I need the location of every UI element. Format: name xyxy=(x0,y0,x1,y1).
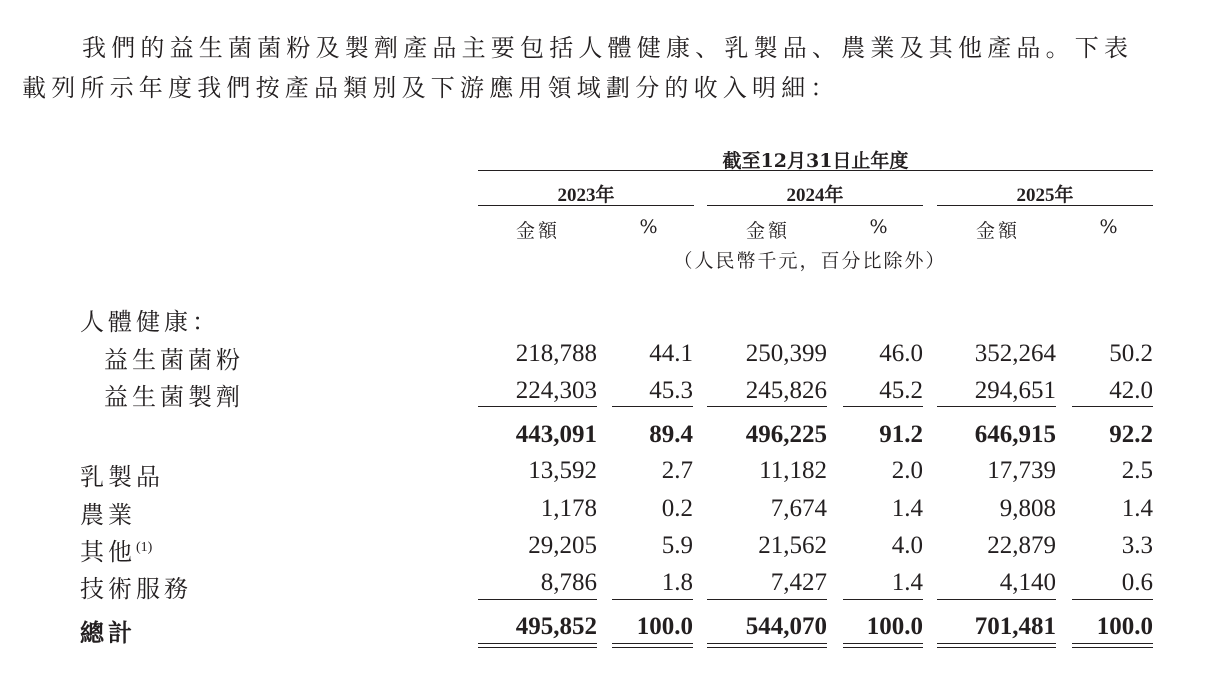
subtotal-rule xyxy=(843,406,923,407)
pct-header-2024: % xyxy=(869,216,891,238)
total-rule xyxy=(937,599,1056,600)
cell-amount-2024: 7,427 xyxy=(770,569,827,596)
cell-pct-2024: 1.4 xyxy=(891,495,923,522)
amount-header-2025: 金額 xyxy=(975,220,1020,242)
double-rule xyxy=(843,643,923,648)
cell-pct-2023: 89.4 xyxy=(649,421,693,448)
row-label: 乳製品 xyxy=(80,463,164,491)
cell-amount-2023: 8,786 xyxy=(540,569,597,596)
intro-paragraph xyxy=(22,28,1202,108)
double-rule xyxy=(612,643,693,648)
cell-amount-2023: 224,303 xyxy=(515,377,597,404)
cell-amount-2023: 13,592 xyxy=(528,457,597,484)
year-rule-2023 xyxy=(478,205,694,206)
row-label-text: 其他 xyxy=(80,538,136,566)
cell-pct-2024: 2.0 xyxy=(891,457,923,484)
cell-pct-2023: 0.2 xyxy=(661,495,693,522)
cell-pct-2023: 1.8 xyxy=(661,569,693,596)
cell-amount-2025: 22,879 xyxy=(987,532,1056,559)
cell-pct-2025: 50.2 xyxy=(1109,340,1153,367)
total-rule xyxy=(707,599,827,600)
cell-pct-2024: 100.0 xyxy=(866,613,923,640)
cell-amount-2024: 250,399 xyxy=(745,340,827,367)
intro-line-2: 載列所示年度我們按產品類別及下游應用領域劃分的收入明細： xyxy=(22,74,840,102)
period-header-rule xyxy=(478,170,1153,171)
cell-amount-2024: 11,182 xyxy=(759,457,827,484)
cell-pct-2023: 100.0 xyxy=(636,613,693,640)
cell-amount-2024: 245,826 xyxy=(745,377,827,404)
row-label: 技術服務 xyxy=(80,575,192,603)
cell-pct-2025: 42.0 xyxy=(1109,377,1153,404)
cell-pct-2023: 2.7 xyxy=(661,457,693,484)
cell-pct-2023: 5.9 xyxy=(661,532,693,559)
cell-amount-2025: 646,915 xyxy=(974,421,1056,448)
unit-note: （人民幣千元，百分比除外） xyxy=(673,250,947,272)
year-rule-2025 xyxy=(937,205,1153,206)
year-header-2025: 2025年 xyxy=(1016,185,1074,206)
subtotal-rule xyxy=(612,406,693,407)
row-label: 農業 xyxy=(80,501,136,529)
cell-amount-2023: 443,091 xyxy=(515,421,597,448)
cell-amount-2024: 21,562 xyxy=(758,532,827,559)
cell-pct-2025: 0.6 xyxy=(1121,569,1153,596)
cell-pct-2024: 45.2 xyxy=(879,377,923,404)
cell-pct-2025: 1.4 xyxy=(1121,495,1153,522)
amount-header-2024: 金額 xyxy=(745,220,790,242)
cell-pct-2025: 3.3 xyxy=(1121,532,1153,559)
subtotal-rule xyxy=(707,406,827,407)
cell-pct-2023: 45.3 xyxy=(649,377,693,404)
row-label: 益生菌菌粉 xyxy=(104,346,244,374)
category-health: 人體健康： xyxy=(80,308,220,336)
cell-pct-2025: 92.2 xyxy=(1109,421,1153,448)
row-label: 總計 xyxy=(80,618,136,647)
cell-pct-2024: 91.2 xyxy=(879,421,923,448)
double-rule xyxy=(937,643,1056,648)
total-rule xyxy=(612,599,693,600)
cell-pct-2025: 2.5 xyxy=(1121,457,1153,484)
year-rule-2024 xyxy=(707,205,923,206)
year-header-2024: 2024年 xyxy=(786,185,844,206)
cell-amount-2025: 294,651 xyxy=(974,377,1056,404)
cell-amount-2023: 1,178 xyxy=(540,495,597,522)
cell-amount-2025: 17,739 xyxy=(987,457,1056,484)
amount-header-2023: 金額 xyxy=(515,220,560,242)
subtotal-rule xyxy=(478,406,597,407)
pct-header-2025: % xyxy=(1099,216,1121,238)
year-header-2023: 2023年 xyxy=(557,185,615,206)
cell-amount-2023: 495,852 xyxy=(515,613,597,640)
cell-pct-2023: 44.1 xyxy=(649,340,693,367)
intro-line-1: 我們的益生菌菌粉及製劑產品主要包括人體健康、乳製品、農業及其他產品。下表 xyxy=(82,34,1134,62)
subtotal-rule xyxy=(1072,406,1153,407)
cell-amount-2024: 496,225 xyxy=(745,421,827,448)
cell-pct-2024: 46.0 xyxy=(879,340,923,367)
cell-amount-2025: 4,140 xyxy=(999,569,1056,596)
cell-amount-2024: 544,070 xyxy=(745,613,827,640)
subtotal-rule xyxy=(937,406,1056,407)
row-label xyxy=(80,532,152,567)
pct-header-2023: % xyxy=(639,216,661,238)
period-header: 截至12月31日止年度 xyxy=(722,150,909,172)
cell-pct-2025: 100.0 xyxy=(1096,613,1153,640)
cell-amount-2025: 352,264 xyxy=(974,340,1056,367)
cell-amount-2025: 9,808 xyxy=(999,495,1056,522)
total-rule xyxy=(1072,599,1153,600)
cell-amount-2023: 29,205 xyxy=(528,532,597,559)
footnote-marker: (1) xyxy=(136,540,153,555)
double-rule xyxy=(1072,643,1153,648)
cell-amount-2023: 218,788 xyxy=(515,340,597,367)
cell-amount-2024: 7,674 xyxy=(770,495,827,522)
cell-pct-2024: 4.0 xyxy=(891,532,923,559)
double-rule xyxy=(707,643,827,648)
cell-amount-2025: 701,481 xyxy=(974,613,1056,640)
row-label: 益生菌製劑 xyxy=(104,383,244,411)
cell-pct-2024: 1.4 xyxy=(891,569,923,596)
double-rule xyxy=(478,643,597,648)
total-rule xyxy=(478,599,597,600)
total-rule xyxy=(843,599,923,600)
